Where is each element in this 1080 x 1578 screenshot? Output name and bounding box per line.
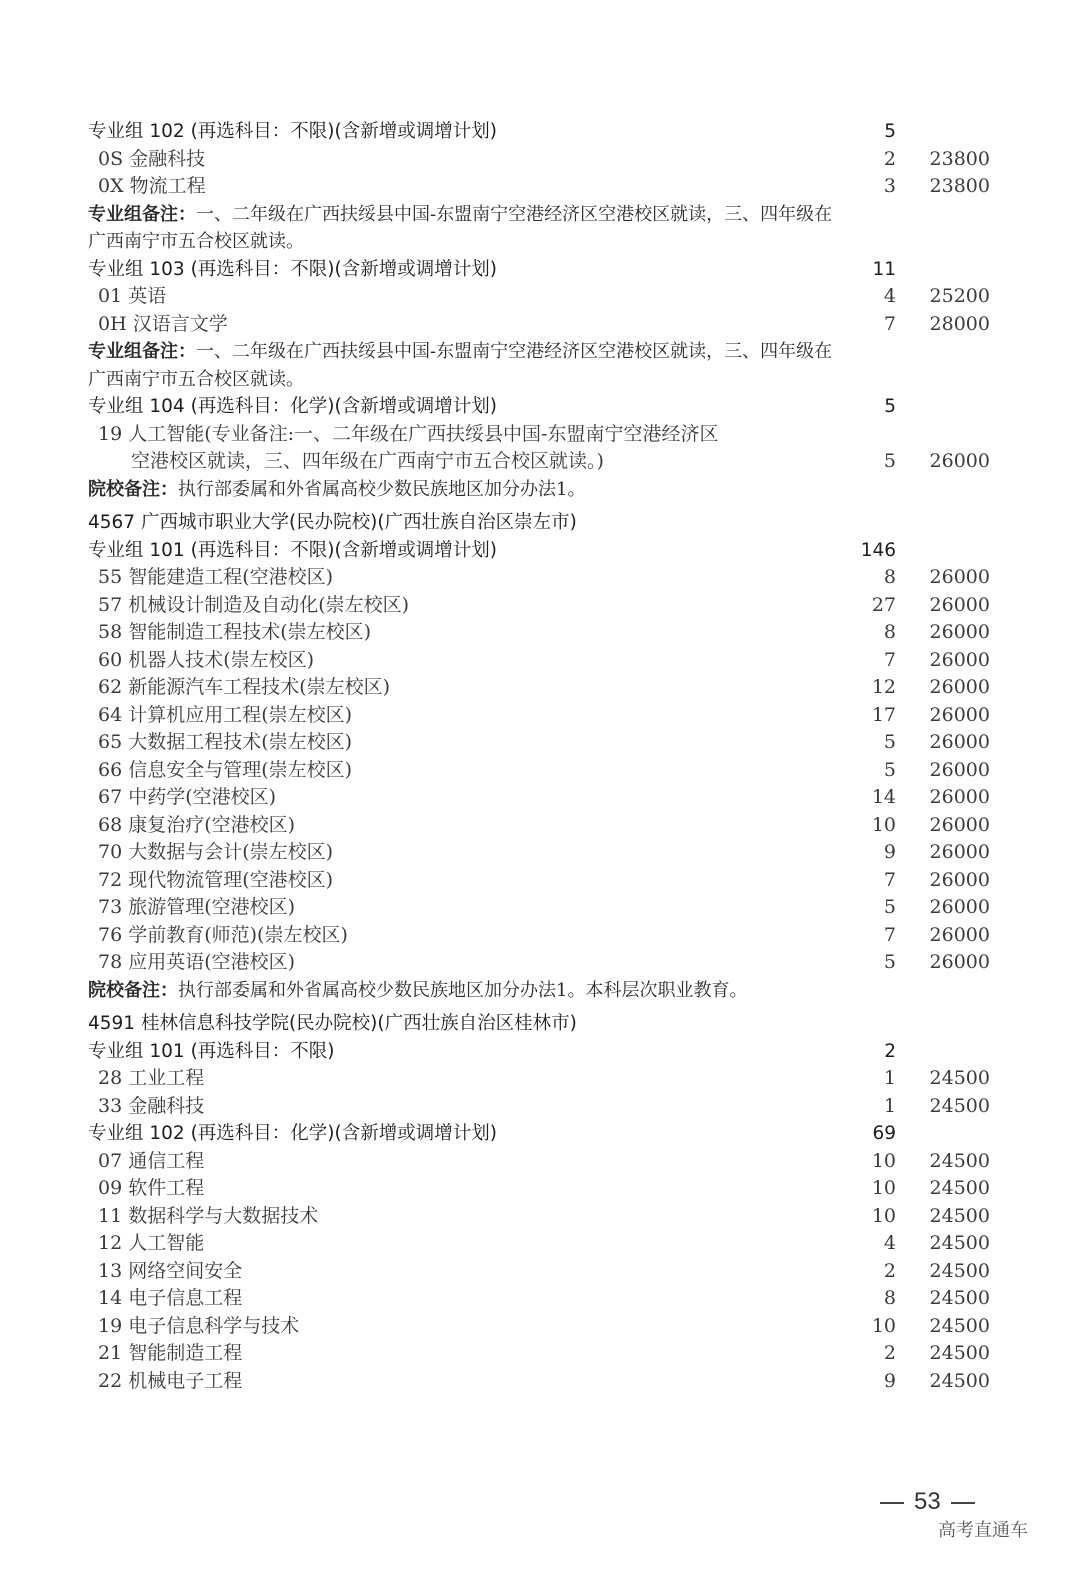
- row-text: [98, 674, 390, 702]
- remark-label: 专业组备注：: [88, 341, 196, 362]
- plan-count: 5: [883, 951, 896, 973]
- major-row: [0, 702, 1080, 730]
- row-text-body: 13 网络空间安全: [98, 1259, 243, 1282]
- row-text: [98, 592, 409, 620]
- row-text: [98, 729, 352, 757]
- row-text-body: 12 人工智能: [98, 1232, 205, 1254]
- major-row: [0, 1065, 1080, 1093]
- row-text-body: 57 机械设计制造及自动化(崇左校区): [98, 593, 410, 616]
- tuition-fee: 24500: [929, 1259, 990, 1282]
- row-text: [88, 256, 497, 284]
- plan-count: 7: [883, 923, 896, 946]
- row-text-body: 28 工业工程: [98, 1067, 205, 1089]
- major-row: [0, 1148, 1080, 1176]
- major-group-row: [0, 393, 1080, 421]
- row-text-body: 执行部委属和外省属高校少数民族地区加分办法1。本科层次职业教育。: [178, 979, 748, 1001]
- major-row: [0, 922, 1080, 950]
- row-text: [88, 338, 832, 366]
- major-row: [0, 592, 1080, 620]
- row-text-body: 07 通信工程: [98, 1149, 205, 1172]
- plan-count: 7: [883, 648, 896, 671]
- plan-count: 2: [884, 1040, 896, 1062]
- plan-count: 10: [871, 1177, 896, 1199]
- major-group-row: [0, 256, 1080, 284]
- page-number: [870, 1488, 985, 1516]
- page-number-text: 53: [914, 1488, 941, 1515]
- major-row: [0, 839, 1080, 867]
- tuition-fee: 26000: [929, 841, 990, 863]
- plan-count: 7: [883, 868, 896, 891]
- row-text: [88, 509, 577, 537]
- row-text-body: 67 中药学(空港校区): [98, 786, 277, 808]
- row-text: [98, 564, 333, 592]
- plan-count: 4: [883, 285, 896, 307]
- major-row: [0, 311, 1080, 339]
- tuition-fee: 26000: [929, 868, 990, 891]
- row-text-body: 21 智能制造工程: [98, 1342, 243, 1364]
- major-row: [0, 757, 1080, 785]
- major-row: [0, 283, 1080, 311]
- plan-count: 10: [871, 813, 896, 836]
- tuition-fee: 26000: [929, 593, 990, 616]
- plan-count: 12: [871, 676, 896, 698]
- row-text-body: 专业组 104 (再选科目：化学)(含新增或调增计划): [88, 396, 497, 417]
- row-text: [98, 619, 371, 647]
- major-row: [0, 146, 1080, 174]
- tuition-fee: 26000: [929, 731, 990, 753]
- plan-count: 5: [883, 731, 896, 753]
- row-text: [98, 311, 228, 339]
- row-text-body: 专业组 103 (再选科目：不限)(含新增或调增计划): [88, 258, 497, 280]
- row-text: [98, 1285, 242, 1313]
- plan-count: 5: [884, 396, 896, 417]
- row-text-body: 58 智能制造工程技术(崇左校区): [98, 621, 372, 643]
- row-text: [98, 146, 205, 174]
- tuition-fee: 26000: [929, 896, 990, 918]
- tuition-fee: 24500: [929, 1369, 990, 1392]
- major-group-row: [0, 118, 1080, 146]
- tuition-fee: 26000: [929, 923, 990, 946]
- row-text-body: 19 人工智能(专业备注:一、二年级在广西扶绥县中国-东盟南宁空港经济区: [98, 422, 719, 445]
- major-row: [0, 1203, 1080, 1231]
- plan-count: 10: [871, 1314, 896, 1337]
- row-text: [98, 757, 352, 785]
- plan-count: 8: [883, 566, 896, 588]
- row-text-body: 76 学前教育(师范)(崇左校区): [98, 923, 348, 946]
- plan-count: 27: [871, 593, 896, 616]
- tuition-fee: 24500: [929, 1177, 990, 1199]
- plan-count: 17: [871, 703, 896, 726]
- major-row: [0, 812, 1080, 840]
- school-header-row: [0, 509, 1080, 537]
- row-text: [98, 839, 333, 867]
- major-row: [0, 1258, 1080, 1286]
- row-text: [98, 1313, 299, 1341]
- tuition-fee: 23800: [929, 175, 990, 197]
- major-row: [0, 784, 1080, 812]
- major-row: [0, 1093, 1080, 1121]
- row-text-body: 14 电子信息工程: [98, 1287, 243, 1309]
- row-text: [98, 784, 276, 812]
- major-row: [0, 421, 1080, 449]
- row-text-body: 22 机械电子工程: [98, 1369, 243, 1392]
- major-row: [0, 1368, 1080, 1396]
- remark-label: 院校备注：: [88, 478, 178, 500]
- plan-count: 2: [883, 1342, 896, 1364]
- plan-count: 7: [883, 312, 896, 335]
- row-text: [88, 977, 747, 1005]
- row-text: [98, 647, 314, 675]
- plan-count: 8: [883, 621, 896, 643]
- major-group-row: [0, 1120, 1080, 1148]
- row-text-body: 空港校区就读，三、四年级在广西南宁市五合校区就读。): [131, 450, 604, 472]
- tuition-fee: 24500: [929, 1094, 990, 1117]
- major-row: [0, 1340, 1080, 1368]
- tuition-fee: 26000: [929, 648, 990, 671]
- plan-count: 5: [883, 896, 896, 918]
- remark-row: [0, 977, 1080, 1005]
- tuition-fee: 24500: [929, 1149, 990, 1172]
- row-text: [88, 366, 304, 394]
- row-text: [88, 228, 304, 256]
- plan-count: 14: [871, 786, 896, 808]
- row-text-body: 11 数据科学与大数据技术: [98, 1204, 319, 1227]
- row-text: [98, 867, 333, 895]
- plan-count: 10: [871, 1204, 896, 1227]
- tuition-fee: 24500: [929, 1314, 990, 1337]
- plan-count: 146: [860, 539, 896, 561]
- plan-count: 9: [883, 1369, 896, 1392]
- tuition-fee: 26000: [929, 786, 990, 808]
- major-row: [0, 894, 1080, 922]
- major-row: [0, 949, 1080, 977]
- row-text: [98, 1230, 204, 1258]
- row-text-body: 78 应用英语(空港校区): [98, 951, 296, 973]
- row-text-body: 55 智能建造工程(空港校区): [98, 566, 334, 588]
- row-text: [88, 476, 585, 504]
- major-group-row: [0, 537, 1080, 565]
- row-text-body: 62 新能源汽车工程技术(崇左校区): [98, 676, 391, 698]
- row-text: [98, 1175, 204, 1203]
- tuition-fee: 28000: [929, 312, 990, 335]
- row-text-body: 一、二年级在广西扶绥县中国-东盟南宁空港经济区空港校区就读，三、四年级在: [196, 203, 833, 225]
- dash-left: [880, 1502, 904, 1504]
- row-text-body: 64 计算机应用工程(崇左校区): [98, 703, 353, 726]
- remark-row: [0, 476, 1080, 504]
- plan-count: 2: [883, 1259, 896, 1282]
- major-row: [0, 729, 1080, 757]
- tuition-fee: 26000: [929, 758, 990, 781]
- row-text: [88, 1038, 335, 1066]
- tuition-fee: 26000: [929, 676, 990, 698]
- row-text: [88, 201, 832, 229]
- school-header-row: [0, 1010, 1080, 1038]
- row-text: [98, 1258, 242, 1286]
- tuition-fee: 24500: [929, 1204, 990, 1227]
- plan-count: 1: [883, 1094, 896, 1117]
- row-text: [98, 949, 295, 977]
- tuition-fee: 25200: [929, 285, 990, 307]
- row-text-body: 60 机器人技术(崇左校区): [98, 648, 315, 671]
- row-text: [98, 894, 295, 922]
- remark-row: [0, 338, 1080, 366]
- tuition-fee: 23800: [929, 147, 990, 170]
- row-text-body: 广西南宁市五合校区就读。: [88, 231, 304, 252]
- row-text: [98, 922, 348, 950]
- watermark: 高考直通车: [938, 1520, 1028, 1541]
- tuition-fee: 26000: [929, 566, 990, 588]
- tuition-fee: 24500: [929, 1287, 990, 1309]
- row-text: [98, 1148, 204, 1176]
- row-text-body: 19 电子信息科学与技术: [98, 1314, 300, 1337]
- row-text: [131, 448, 604, 476]
- major-row: [0, 1313, 1080, 1341]
- remark-row: [0, 228, 1080, 256]
- row-text-body: 66 信息安全与管理(崇左校区): [98, 758, 353, 781]
- plan-count: 1: [883, 1067, 896, 1089]
- row-text-body: 09 软件工程: [98, 1177, 205, 1199]
- row-text-body: 0S 金融科技: [98, 147, 206, 170]
- tuition-fee: 24500: [929, 1232, 990, 1254]
- row-text: [88, 1120, 497, 1148]
- row-text-body: 专业组 102 (再选科目：化学)(含新增或调增计划): [88, 1123, 497, 1144]
- row-text: [88, 1010, 577, 1038]
- plan-count: 11: [872, 258, 896, 280]
- tuition-fee: 24500: [929, 1342, 990, 1364]
- row-text-body: 执行部委属和外省属高校少数民族地区加分办法1。: [178, 478, 586, 500]
- row-text-body: 0H 汉语言文学: [98, 312, 228, 335]
- row-text-body: 4591 桂林信息科技学院(民办院校)(广西壮族自治区桂林市): [88, 1013, 577, 1034]
- tuition-fee: 26000: [929, 450, 990, 472]
- remark-row: [0, 201, 1080, 229]
- plan-count: 9: [883, 841, 896, 863]
- major-row: [0, 1175, 1080, 1203]
- dash-right: [951, 1502, 975, 1504]
- row-text: [88, 118, 497, 146]
- row-text: [98, 1065, 204, 1093]
- row-text: [98, 173, 206, 201]
- row-text-body: 专业组 102 (再选科目：不限)(含新增或调增计划): [88, 121, 497, 142]
- row-text-body: 65 大数据工程技术(崇左校区): [98, 731, 353, 753]
- major-row: [0, 1230, 1080, 1258]
- remark-row: [0, 366, 1080, 394]
- major-row: [0, 647, 1080, 675]
- row-text-body: 33 金融科技: [98, 1094, 205, 1117]
- plan-count: 5: [883, 450, 896, 472]
- tuition-fee: 24500: [929, 1067, 990, 1089]
- row-text-body: 68 康复治疗(空港校区): [98, 813, 296, 836]
- row-text-body: 01 英语: [98, 285, 167, 307]
- plan-count: 5: [883, 758, 896, 781]
- plan-count: 8: [883, 1287, 896, 1309]
- row-text-body: 73 旅游管理(空港校区): [98, 896, 296, 918]
- plan-count: 2: [883, 147, 896, 170]
- plan-count: 3: [883, 175, 896, 197]
- row-text: [98, 283, 166, 311]
- tuition-fee: 26000: [929, 951, 990, 973]
- plan-count: 69: [872, 1123, 896, 1144]
- enrollment-plan-page: [0, 118, 1080, 1395]
- row-text-body: 70 大数据与会计(崇左校区): [98, 841, 334, 863]
- tuition-fee: 26000: [929, 813, 990, 836]
- row-text: [88, 393, 497, 421]
- major-row: [0, 867, 1080, 895]
- row-text-body: 0X 物流工程: [98, 175, 206, 197]
- major-row: [0, 173, 1080, 201]
- row-text-body: 广西南宁市五合校区就读。: [88, 368, 304, 390]
- plan-count: 5: [884, 121, 896, 142]
- row-text: [88, 537, 497, 565]
- major-group-row: [0, 1038, 1080, 1066]
- row-text: [98, 1368, 242, 1396]
- major-row: [0, 564, 1080, 592]
- row-text: [98, 1340, 242, 1368]
- remark-label: 院校备注：: [88, 979, 178, 1001]
- major-row: [0, 619, 1080, 647]
- row-text-body: 72 现代物流管理(空港校区): [98, 868, 334, 891]
- row-text: [98, 1093, 204, 1121]
- plan-count: 10: [871, 1149, 896, 1172]
- row-text: [98, 812, 295, 840]
- tuition-fee: 26000: [929, 621, 990, 643]
- row-text: [98, 702, 352, 730]
- major-row-continuation: [0, 448, 1080, 476]
- plan-count: 4: [883, 1232, 896, 1254]
- row-text-body: 4567 广西城市职业大学(民办院校)(广西壮族自治区崇左市): [88, 512, 577, 533]
- row-text: [98, 421, 718, 449]
- tuition-fee: 26000: [929, 703, 990, 726]
- remark-label: 专业组备注：: [88, 203, 196, 225]
- row-text-body: 专业组 101 (再选科目：不限)(含新增或调增计划): [88, 539, 497, 561]
- major-row: [0, 674, 1080, 702]
- row-text-body: 专业组 101 (再选科目：不限): [88, 1040, 335, 1062]
- major-row: [0, 1285, 1080, 1313]
- row-text-body: 一、二年级在广西扶绥县中国-东盟南宁空港经济区空港校区就读，三、四年级在: [196, 341, 833, 362]
- row-text: [98, 1203, 318, 1231]
